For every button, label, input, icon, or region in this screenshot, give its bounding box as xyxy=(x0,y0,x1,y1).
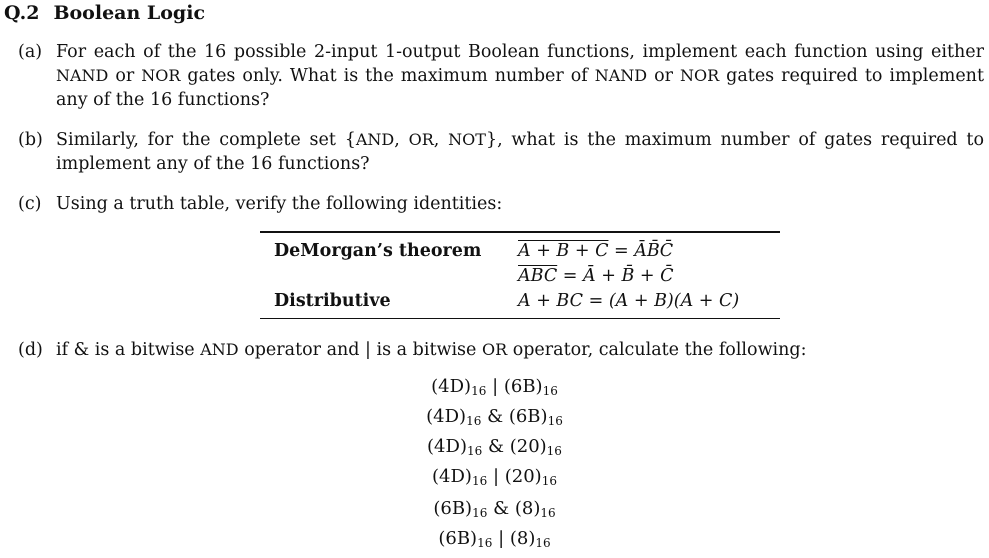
identity-lhs: A + B + C xyxy=(518,240,609,261)
base-subscript: 16 xyxy=(540,506,556,520)
or-term: OR xyxy=(481,340,508,359)
operand-a: (4D) xyxy=(426,406,467,427)
base-subscript: 16 xyxy=(477,536,493,550)
base-subscript: 16 xyxy=(472,506,488,520)
part-c-label: (c) xyxy=(18,194,42,214)
operator: & xyxy=(487,498,515,519)
identities-table xyxy=(260,231,780,319)
base-subscript: 16 xyxy=(541,474,557,488)
identity-rhs: (A + B)(A + C) xyxy=(608,290,740,311)
or-term: OR xyxy=(408,130,434,149)
identity-equation xyxy=(518,266,673,286)
base-subscript: 16 xyxy=(466,414,482,428)
part-a-text-2: or xyxy=(108,66,142,86)
question-title: Boolean Logic xyxy=(53,2,206,24)
part-a-text-1: For each of the 16 possible 2-input 1-output Boolean functions, implement each function using either xyxy=(56,42,984,62)
question-heading xyxy=(4,2,205,24)
identity-equation xyxy=(518,241,673,261)
operator: & xyxy=(481,406,509,427)
identity-rhs: ĀB̄C̄ xyxy=(634,240,674,261)
operand-a: (4D) xyxy=(431,376,472,397)
identity-name: DeMorgan’s theorem xyxy=(274,240,482,261)
identity-lhs: $\overline{ABC}$ xyxy=(518,265,558,286)
identity-equation xyxy=(518,291,739,311)
part-b-comma-2: , xyxy=(433,130,449,150)
operand-a: (6B) xyxy=(438,528,478,549)
part-d-text-3: operator, calculate the following: xyxy=(507,340,807,360)
nor-term-2: NOR xyxy=(680,66,720,85)
identity-lhs: A + BC xyxy=(518,290,584,311)
operator: & xyxy=(482,436,510,457)
part-b-text xyxy=(56,128,984,176)
part-a-text xyxy=(56,40,984,112)
part-d-text xyxy=(56,338,984,362)
part-d xyxy=(18,338,984,362)
part-d-text-2: operator and | is a bitwise xyxy=(238,340,482,360)
calc-expression xyxy=(0,406,989,428)
equals-sign: = xyxy=(583,290,609,311)
identity-row xyxy=(260,238,780,263)
identity-row xyxy=(260,263,780,288)
operand-b: (8) xyxy=(509,528,536,549)
part-b-label: (b) xyxy=(18,130,43,150)
nand-term-2: NAND xyxy=(594,66,648,85)
calc-expression xyxy=(0,376,989,398)
calc-expression xyxy=(0,528,989,550)
equals-sign: = xyxy=(608,240,635,261)
not-term: NOT xyxy=(448,130,486,149)
operator: | xyxy=(492,528,510,549)
base-subscript: 16 xyxy=(546,444,562,458)
part-d-label: (d) xyxy=(18,340,43,360)
base-subscript: 16 xyxy=(542,384,558,398)
table-bottom-rule xyxy=(260,318,780,320)
base-subscript: 16 xyxy=(471,474,488,488)
part-d-text-1: if & is a bitwise xyxy=(56,340,201,360)
question-number: Q.2 xyxy=(4,2,40,24)
base-subscript: 16 xyxy=(547,414,563,428)
operand-b: (8) xyxy=(514,498,541,519)
operand-b: (6B) xyxy=(503,376,543,397)
equals-sign: = xyxy=(557,265,584,286)
part-c-text: Using a truth table, verify the following identities: xyxy=(56,194,503,214)
part-c xyxy=(18,192,984,216)
operand-b: (20) xyxy=(504,466,542,487)
part-b-text-1: Similarly, for the complete set { xyxy=(56,130,356,150)
part-a-text-4: or xyxy=(647,66,680,86)
part-b-comma-1: , xyxy=(394,130,409,150)
part-a-text-5: gates required to implement any of the 16 functions? xyxy=(56,66,984,110)
operator: | xyxy=(487,466,505,487)
part-a-text-3: gates only. What is the maximum number of xyxy=(180,66,595,86)
base-subscript: 16 xyxy=(466,444,483,458)
operand-b: (6B) xyxy=(508,406,548,427)
identity-row xyxy=(260,288,780,313)
part-b-text-2: }, what is the maximum number of gates required to implement any of the 16 functions? xyxy=(56,130,984,174)
table-top-rule xyxy=(260,231,780,233)
base-subscript: 16 xyxy=(535,536,551,550)
base-subscript: 16 xyxy=(471,384,487,398)
operand-a: (4D) xyxy=(432,466,472,487)
part-b xyxy=(18,128,984,176)
identity-name: Distributive xyxy=(274,290,391,311)
operator: | xyxy=(486,376,504,397)
nor-term: NOR xyxy=(141,66,181,85)
calc-expression xyxy=(0,436,989,458)
nand-term: NAND xyxy=(56,66,109,85)
part-a xyxy=(18,40,984,112)
calc-expression xyxy=(0,466,989,488)
identity-rhs: Ā + B̄ + C̄ xyxy=(583,265,674,286)
and-term: AND xyxy=(355,130,395,149)
calc-expression xyxy=(0,498,989,520)
operand-a: (6B) xyxy=(433,498,473,519)
part-a-label: (a) xyxy=(18,42,43,62)
operand-b: (20) xyxy=(509,436,547,457)
operand-a: (4D) xyxy=(427,436,467,457)
and-term: AND xyxy=(200,340,239,359)
